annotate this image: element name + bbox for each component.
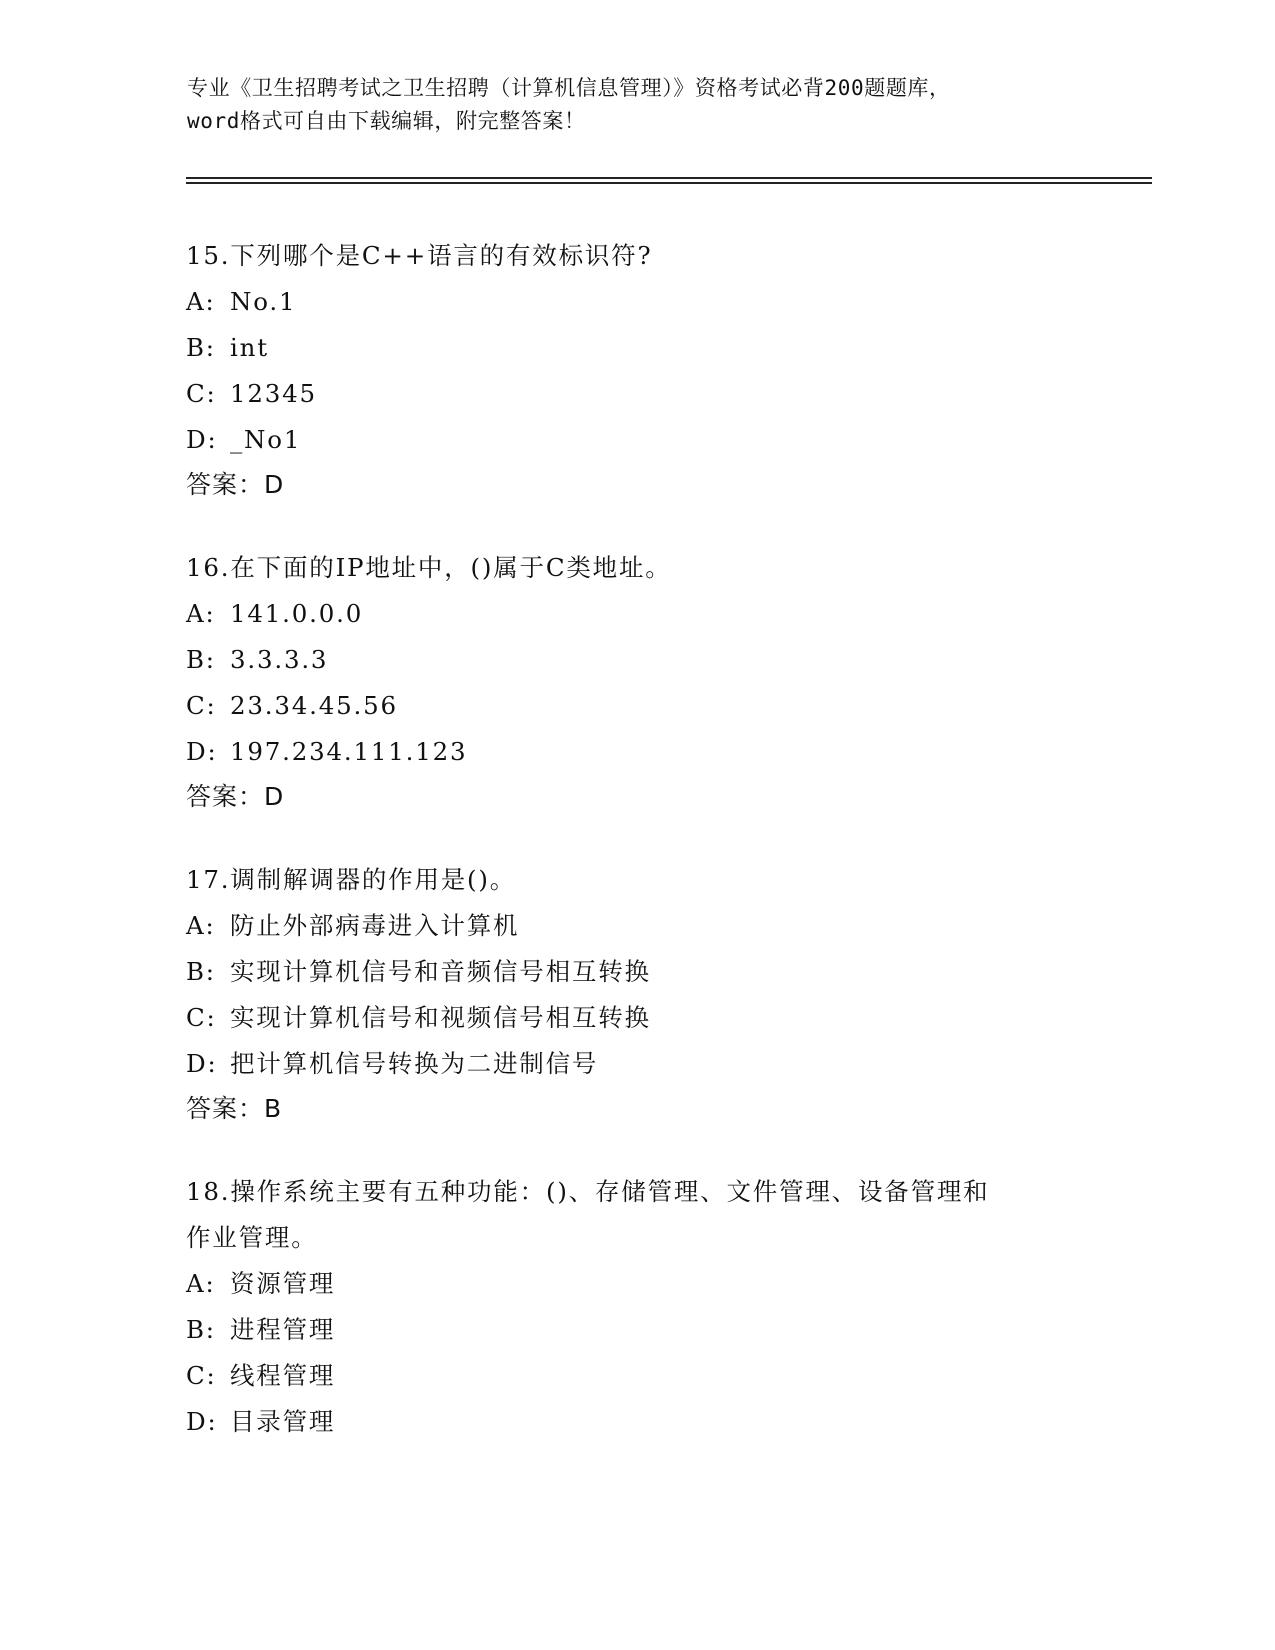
option-letter: B: [186,957,216,986]
option-text: 23.34.45.56 [230,691,398,720]
answer-label: 答案：D [186,782,285,811]
question-stem: 17.调制解调器的作用是()。 [186,865,517,894]
header-title-line-1: 专业《卫生招聘考试之卫生招聘（计算机信息管理）》资格考试必背200题题库， [187,76,951,100]
answer-label: 答案：D [186,470,285,499]
option-letter: B: [186,1315,216,1344]
option-a [186,279,1086,325]
option-letter: D: [186,425,218,454]
option-a [186,903,1086,949]
option-letter: B: [186,645,216,674]
option-text: _No1 [230,425,302,454]
document-header [187,72,1087,138]
question-stem: 16.在下面的IP地址中，()属于C类地址。 [186,553,672,582]
option-text: 防止外部病毒进入计算机 [230,911,520,940]
option-c [186,683,1086,729]
option-text: 实现计算机信号和视频信号相互转换 [230,1003,651,1032]
option-text: 141.0.0.0 [230,599,364,628]
option-letter: C: [186,379,217,408]
question-stem-line-1: 18.操作系统主要有五种功能：()、存储管理、文件管理、设备管理和 [186,1177,990,1206]
option-letter: D: [186,1407,218,1436]
option-b [186,637,1086,683]
header-title-line-2: word格式可自由下载编辑，附完整答案！ [187,109,586,133]
option-letter: C: [186,1003,217,1032]
option-text: 12345 [230,379,317,408]
answer-label: 答案：B [186,1094,283,1123]
option-d [186,1399,1086,1445]
option-text: 3.3.3.3 [230,645,329,674]
option-d [186,729,1086,775]
option-c [186,371,1086,417]
option-b [186,949,1086,995]
option-text: int [230,333,269,362]
option-letter: C: [186,691,217,720]
question-stem-line-2: 作业管理。 [186,1223,318,1252]
question-list [186,233,1086,1483]
option-text: 把计算机信号转换为二进制信号 [230,1049,599,1078]
option-letter: A: [186,599,216,628]
option-b [186,325,1086,371]
option-text: 线程管理 [230,1361,336,1390]
option-d [186,417,1086,463]
option-text: 资源管理 [230,1269,336,1298]
option-letter: D: [186,1049,218,1078]
option-a [186,1261,1086,1307]
option-letter: A: [186,1269,216,1298]
header-divider-top [186,177,1152,179]
option-text: 进程管理 [230,1315,336,1344]
header-divider-bottom [186,182,1152,184]
option-text: 目录管理 [230,1407,336,1436]
option-d [186,1041,1086,1087]
option-b [186,1307,1086,1353]
question-16 [186,545,1086,819]
question-18 [186,1169,1086,1445]
option-text: 197.234.111.123 [230,737,468,766]
option-letter: D: [186,737,218,766]
option-letter: A: [186,287,216,316]
option-letter: C: [186,1361,217,1390]
option-c [186,1353,1086,1399]
option-text: No.1 [230,287,297,316]
option-text: 实现计算机信号和音频信号相互转换 [230,957,651,986]
question-17 [186,857,1086,1131]
option-letter: A: [186,911,216,940]
question-15 [186,233,1086,507]
question-stem: 15.下列哪个是C++语言的有效标识符? [186,241,653,270]
option-c [186,995,1086,1041]
option-a [186,591,1086,637]
option-letter: B: [186,333,216,362]
